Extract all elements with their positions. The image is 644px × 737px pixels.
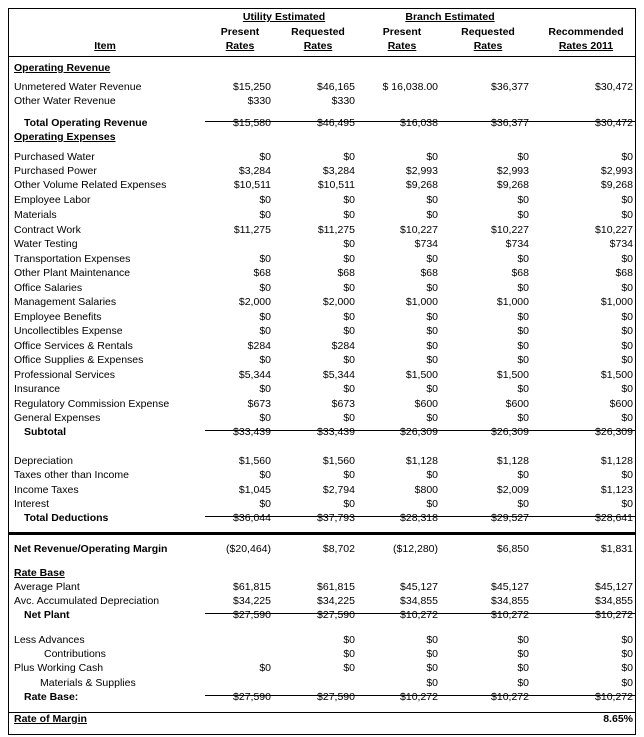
row-label: Plus Working Cash	[14, 662, 104, 674]
cell-value: $1,123	[600, 484, 633, 496]
cell-value: $0	[259, 209, 271, 221]
cell-value: $10,272	[491, 609, 529, 621]
cell-value: $0	[621, 662, 633, 674]
cell-value: $10,272	[400, 609, 438, 621]
cell-value: $0	[517, 151, 529, 163]
row-label: Total Operating Revenue	[24, 117, 148, 129]
cell-value: $0	[426, 311, 438, 323]
cell-value: $0	[621, 648, 633, 660]
row-label: Rate of Margin	[14, 713, 87, 725]
cell-value: $46,165	[317, 81, 355, 93]
header-col5-line2: Rates 2011	[558, 40, 614, 52]
cell-value: $45,127	[491, 581, 529, 593]
cell-value: $0	[259, 311, 271, 323]
row-label: Interest	[14, 498, 50, 510]
cell-value: $2,993	[496, 165, 529, 177]
cell-value: $34,855	[595, 595, 633, 607]
row-label: Contract Work	[14, 224, 81, 236]
row-label: Net Revenue/Operating Margin	[14, 543, 168, 555]
cell-value: $0	[621, 634, 633, 646]
cell-value: $36,377	[491, 81, 529, 93]
cell-value: $0	[426, 151, 438, 163]
cell-value: $0	[517, 282, 529, 294]
row-label: Insurance	[14, 383, 61, 395]
row-label: Purchased Water	[14, 151, 95, 163]
cell-value: $10,272	[400, 691, 438, 703]
cell-value: $1,045	[238, 484, 271, 496]
cell-value: $9,268	[405, 179, 438, 191]
row-label: Contributions	[44, 648, 106, 660]
cell-value: $1,000	[405, 296, 438, 308]
cell-value: $10,227	[400, 224, 438, 236]
cell-value: $37,793	[317, 512, 355, 524]
cell-value: $0	[517, 253, 529, 265]
cell-value: $0	[426, 209, 438, 221]
cell-value: $68	[337, 267, 355, 279]
cell-value: $0	[343, 412, 355, 424]
row-label: Employee Benefits	[14, 311, 102, 323]
cell-value: $0	[259, 498, 271, 510]
cell-value: $68	[615, 267, 633, 279]
cell-value: $0	[517, 469, 529, 481]
cell-value: $0	[259, 325, 271, 337]
cell-value: $0	[426, 325, 438, 337]
cell-value: $3,284	[238, 165, 271, 177]
cell-value: $673	[331, 398, 355, 410]
row-label: Materials & Supplies	[40, 677, 136, 689]
cell-value: $0	[259, 354, 271, 366]
cell-value: $0	[343, 238, 355, 250]
cell-value: $1,500	[496, 369, 529, 381]
cell-value: $0	[259, 253, 271, 265]
cell-value: $45,127	[400, 581, 438, 593]
cell-value: $0	[426, 194, 438, 206]
cell-value: $600	[414, 398, 438, 410]
cell-value: $734	[505, 238, 529, 250]
row-label: Other Plant Maintenance	[14, 267, 131, 279]
row-label: Less Advances	[14, 634, 85, 646]
cell-value: $1,000	[496, 296, 529, 308]
cell-value: $2,993	[405, 165, 438, 177]
cell-value: $734	[609, 238, 633, 250]
cell-value: $2,794	[322, 484, 355, 496]
cell-value: $0	[426, 282, 438, 294]
cell-value: $0	[343, 469, 355, 481]
cell-value: $10,272	[491, 691, 529, 703]
cell-value: ($20,464)	[226, 543, 271, 555]
row-label: Transportation Expenses	[14, 253, 131, 265]
row-label: Total Deductions	[24, 512, 109, 524]
cell-value: $0	[259, 469, 271, 481]
cell-value: $0	[517, 325, 529, 337]
cell-value: $10,227	[491, 224, 529, 236]
cell-value: $68	[420, 267, 438, 279]
row-label: Subtotal	[24, 426, 66, 438]
cell-value: $1,500	[600, 369, 633, 381]
cell-value: $0	[343, 648, 355, 660]
cell-value: $0	[621, 151, 633, 163]
cell-value: $1,128	[496, 455, 529, 467]
header-col4-line1: Requested	[461, 26, 515, 38]
cell-value: $0	[259, 194, 271, 206]
header-group-branch: Branch Estimated	[405, 11, 495, 23]
cell-value: $10,511	[233, 179, 271, 191]
cell-value: $0	[517, 209, 529, 221]
row-label: Office Supplies & Expenses	[14, 354, 144, 366]
cell-value: $0	[426, 498, 438, 510]
cell-value: $61,815	[233, 581, 271, 593]
row-label: Avc. Accumulated Depreciation	[14, 595, 160, 607]
cell-value: $33,439	[233, 426, 271, 438]
row-label: Other Volume Related Expenses	[14, 179, 167, 191]
cell-value: $0	[621, 325, 633, 337]
cell-value: $68	[253, 267, 271, 279]
cell-value: $0	[517, 648, 529, 660]
cell-value: $28,641	[595, 512, 633, 524]
cell-value: $0	[343, 311, 355, 323]
cell-value: $0	[426, 677, 438, 689]
cell-value: $34,225	[317, 595, 355, 607]
cell-value: $0	[343, 498, 355, 510]
cell-value: $600	[609, 398, 633, 410]
cell-value: $0	[517, 194, 529, 206]
cell-value: $1,831	[600, 543, 633, 555]
cell-value: $1,128	[405, 455, 438, 467]
header-item: Item	[94, 40, 116, 52]
row-label: Depreciation	[14, 455, 73, 467]
cell-value: $0	[343, 151, 355, 163]
cell-value: $0	[621, 677, 633, 689]
row-label: Net Plant	[24, 609, 70, 621]
cell-value: $28,318	[400, 512, 438, 524]
cell-value: ($12,280)	[393, 543, 438, 555]
cell-value: $0	[426, 354, 438, 366]
header-divider	[8, 56, 636, 57]
cell-value: $3,284	[322, 165, 355, 177]
cell-value: $0	[426, 340, 438, 352]
row-label: General Expenses	[14, 412, 101, 424]
cell-value: $61,815	[317, 581, 355, 593]
cell-value: $0	[259, 151, 271, 163]
cell-value: $0	[621, 498, 633, 510]
header-col3-line2: Rates	[387, 40, 417, 52]
cell-value: $8,702	[322, 543, 355, 555]
cell-value: $1,560	[238, 455, 271, 467]
header-col3-line1: Present	[382, 26, 422, 38]
cell-value: $0	[259, 383, 271, 395]
row-label: Average Plant	[14, 581, 80, 593]
cell-value: $0	[621, 311, 633, 323]
cell-value: $0	[621, 194, 633, 206]
cell-value: $0	[517, 311, 529, 323]
cell-value: $27,590	[317, 609, 355, 621]
cell-value: $26,309	[491, 426, 529, 438]
row-label: Materials	[14, 209, 57, 221]
header-col5-line1: Recommended	[548, 26, 624, 38]
cell-value: $6,850	[496, 543, 529, 555]
row-label: Employee Labor	[14, 194, 91, 206]
cell-value: $27,590	[233, 609, 271, 621]
cell-value: $0	[426, 648, 438, 660]
cell-value: $330	[247, 95, 271, 107]
cell-value: $0	[343, 253, 355, 265]
row-label: Office Salaries	[14, 282, 83, 294]
cell-value: $0	[343, 354, 355, 366]
row-label: Uncollectibles Expense	[14, 325, 123, 337]
cell-value: $15,250	[233, 81, 271, 93]
cell-value: $0	[343, 383, 355, 395]
cell-value: $30,472	[595, 117, 633, 129]
cell-value: $10,511	[317, 179, 355, 191]
cell-value: $0	[343, 282, 355, 294]
cell-value: $30,472	[595, 81, 633, 93]
cell-value: $0	[426, 634, 438, 646]
cell-value: $0	[517, 662, 529, 674]
row-label: Operating Expenses	[14, 131, 116, 143]
cell-value: $800	[414, 484, 438, 496]
row-label: Unmetered Water Revenue	[14, 81, 142, 93]
header-col2-line1: Requested	[291, 26, 345, 38]
cell-value: $11,275	[233, 224, 271, 236]
cell-value: $0	[343, 194, 355, 206]
cell-value: $0	[517, 677, 529, 689]
header-group-utility: Utility Estimated	[242, 11, 326, 23]
cell-value: $0	[259, 282, 271, 294]
cell-value: $0	[517, 340, 529, 352]
cell-value: $1,000	[600, 296, 633, 308]
row-label: Purchased Power	[14, 165, 97, 177]
row-label: Management Salaries	[14, 296, 117, 308]
cell-value: $5,344	[238, 369, 271, 381]
row-label: Other Water Revenue	[14, 95, 116, 107]
row-label: Regulatory Commission Expense	[14, 398, 170, 410]
cell-value: $734	[414, 238, 438, 250]
cell-value: $27,590	[317, 691, 355, 703]
cell-value: $ 16,038.00	[382, 81, 438, 93]
header-col1-line2: Rates	[225, 40, 255, 52]
cell-value: $0	[426, 253, 438, 265]
row-label: Professional Services	[14, 369, 115, 381]
cell-value: $36,044	[233, 512, 271, 524]
cell-value: $0	[343, 209, 355, 221]
cell-value: $0	[426, 662, 438, 674]
cell-value: $330	[331, 95, 355, 107]
row-label: Rate Base:	[24, 691, 79, 703]
row-label: Water Testing	[14, 238, 78, 250]
cell-value: $34,855	[491, 595, 529, 607]
cell-value: $45,127	[595, 581, 633, 593]
cell-value: $16,038	[400, 117, 438, 129]
cell-value: $0	[426, 383, 438, 395]
cell-value: $0	[517, 383, 529, 395]
double-rule	[8, 532, 636, 535]
cell-value: $9,268	[600, 179, 633, 191]
header-col4-line2: Rates	[473, 40, 503, 52]
cell-value: $0	[621, 282, 633, 294]
cell-value: $1,560	[322, 455, 355, 467]
cell-value: $284	[331, 340, 355, 352]
cell-value: $0	[426, 469, 438, 481]
cell-value: $34,855	[400, 595, 438, 607]
header-col1-line1: Present	[220, 26, 260, 38]
header-col2-line2: Rates	[303, 40, 333, 52]
cell-value: $2,000	[322, 296, 355, 308]
cell-value: $0	[259, 662, 271, 674]
cell-value: $33,439	[317, 426, 355, 438]
row-label: Office Services & Rentals	[14, 340, 133, 352]
cell-value: $0	[343, 662, 355, 674]
cell-value: $10,272	[595, 691, 633, 703]
cell-value: $10,272	[595, 609, 633, 621]
cell-value: $36,377	[491, 117, 529, 129]
cell-value: $15,580	[233, 117, 271, 129]
cell-value: $26,309	[400, 426, 438, 438]
cell-value: $0	[517, 498, 529, 510]
row-label: Taxes other than Income	[14, 469, 129, 481]
cell-value: $0	[621, 253, 633, 265]
cell-value: $2,009	[496, 484, 529, 496]
cell-value: $68	[511, 267, 529, 279]
cell-value: $34,225	[233, 595, 271, 607]
row-label: Rate Base	[14, 567, 65, 579]
cell-value: $2,993	[600, 165, 633, 177]
cell-value: $673	[247, 398, 271, 410]
cell-value: $26,309	[595, 426, 633, 438]
cell-value: $5,344	[322, 369, 355, 381]
cell-value: $0	[621, 340, 633, 352]
cell-value: $0	[621, 209, 633, 221]
cell-value: $0	[621, 469, 633, 481]
cell-value: $0	[621, 383, 633, 395]
row-label: Operating Revenue	[14, 62, 111, 74]
cell-value: $284	[247, 340, 271, 352]
cell-value: $1,128	[600, 455, 633, 467]
cell-value: $0	[517, 634, 529, 646]
cell-value: $46,495	[317, 117, 355, 129]
cell-value: $10,227	[595, 224, 633, 236]
cell-value: $1,500	[405, 369, 438, 381]
cell-value: 8.65%	[603, 713, 633, 725]
cell-value: $0	[621, 412, 633, 424]
cell-value: $600	[505, 398, 529, 410]
cell-value: $0	[621, 354, 633, 366]
cell-value: $11,275	[317, 224, 355, 236]
cell-value: $0	[517, 354, 529, 366]
cell-value: $0	[343, 634, 355, 646]
cell-value: $9,268	[496, 179, 529, 191]
cell-value: $0	[517, 412, 529, 424]
cell-value: $0	[259, 412, 271, 424]
cell-value: $27,590	[233, 691, 271, 703]
cell-value: $0	[343, 325, 355, 337]
cell-value: $29,527	[491, 512, 529, 524]
row-label: Income Taxes	[14, 484, 79, 496]
cell-value: $0	[426, 412, 438, 424]
cell-value: $2,000	[238, 296, 271, 308]
